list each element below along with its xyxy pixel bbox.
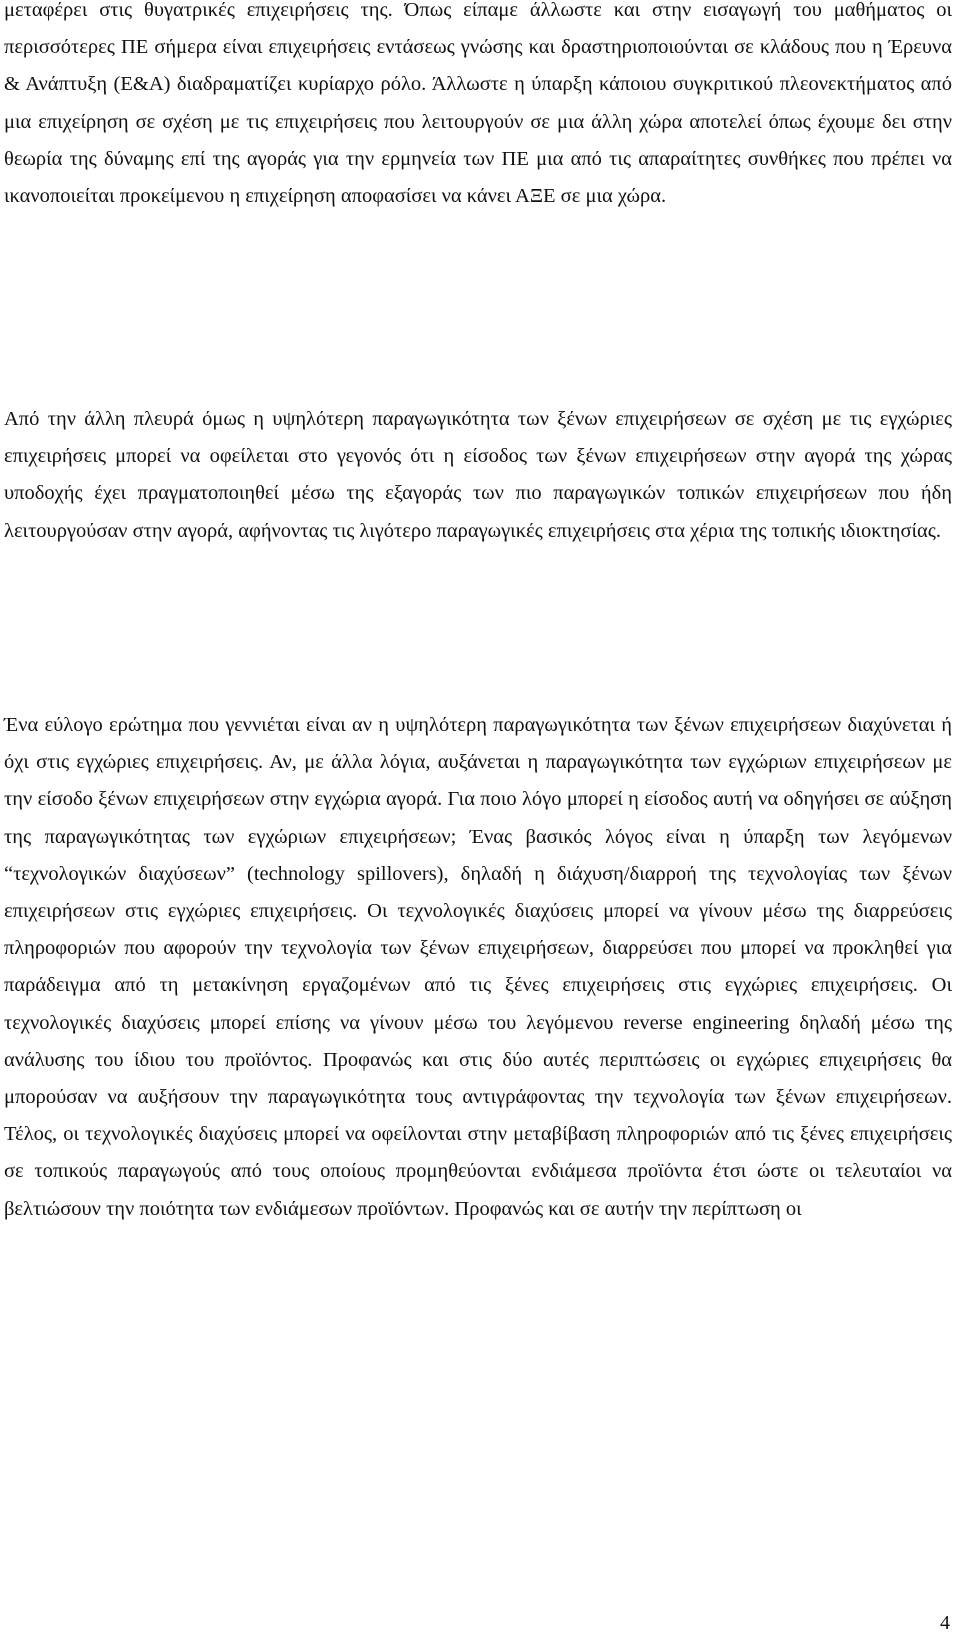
page-number: 4 — [940, 1612, 950, 1634]
body-paragraph-3: Ένα εύλογο ερώτημα που γεννιέται είναι αν η υψηλότερη παραγωγικότητα των ξένων επιχειρήσεων διαχύνεται ή όχι στις εγχώριες επιχειρήσεις. Αν, με άλλα λόγια, αυξάνεται η παραγωγικότητα των εγχώριων επιχειρήσεων με την είσοδο ξένων επιχειρήσεων στην εγχώρια αγορά. Για ποιο λόγο μπορεί η είσοδος αυτή να οδηγήσει σε αύξηση της παραγωγικότητας των εγχώριων επιχειρήσεων; Ένας βασικός λόγος είναι η ύπαρξη των λεγόμενων “τεχνολογικών διαχύσεων” (technology spillovers), δηλαδή η διάχυση/διαρροή της τεχνολογίας των ξένων επιχειρήσεων στις εγχώριες επιχειρήσεις. Οι τεχνολογικές διαχύσεις μπορεί να γίνουν μέσω της διαρρεύσεις πληροφοριών που αφορούν την τεχνολογία των ξένων επιχειρήσεων, διαρρεύσει που μπορεί να προκληθεί για παράδειγμα από τη μετακίνηση εργαζομένων από τις ξένες επιχειρήσεις στις εγχώριες επιχειρήσεις. Οι τεχνολογικές διαχύσεις μπορεί επίσης να γίνουν μέσω του λεγόμενου reverse engineering δηλαδή μέσω της ανάλυσης του ίδιου του προϊόντος. Προφανώς και στις δύο αυτές περιπτώσεις οι εγχώριες επιχειρήσεις θα μπορούσαν να αυξήσουν την παραγωγικότητα τους αντιγράφοντας την τεχνολογία των ξένων επιχειρήσεων. Τέλος, οι τεχνολογικές διαχύσεις μπορεί να οφείλονται στην μεταβίβαση πληροφοριών από τις ξένες επιχειρήσεις σε τοπικούς παραγωγούς από τους οποίους προμηθεύονται ενδιάμεσα προϊόντα έτσι ώστε οι τελευταίοι να βελτιώσουν την ποιότητα των ενδιάμεσων προϊόντων. Προφανώς και σε αυτήν την περίπτωση οι — [4, 714, 952, 1220]
body-paragraph-1: μεταφέρει στις θυγατρικές επιχειρήσεις της. Όπως είπαμε άλλωστε και στην εισαγωγή του μαθήματος οι περισσότερες ΠΕ σήμερα είναι επιχειρήσεις εντάσεως γνώσης και δραστηριοποιούνται σε κλάδους που η Έρευνα & Ανάπτυξη (Ε&Α) διαδραματίζει κυρίαρχο ρόλο. Άλλωστε η ύπαρξη κάποιου συγκριτικού πλεονεκτήματος από μια επιχείρηση σε σχέση με τις επιχειρήσεις που λειτουργούν σε μια άλλη χώρα αποτελεί όπως έχουμε δει στην θεωρία της δύναμης επί της αγοράς για την ερμηνεία των ΠΕ μια από τις απαραίτητες συνθήκες που πρέπει να ικανοποιείται προκείμενου η επιχείρηση αποφασίσει να κάνει ΑΞΕ σε μια χώρα. — [4, 0, 952, 208]
body-paragraph-2: Από την άλλη πλευρά όμως η υψηλότερη παραγωγικότητα των ξένων επιχειρήσεων σε σχέση με τις εγχώριες επιχειρήσεις μπορεί να οφείλεται στο γεγονός ότι η είσοδος των ξένων επιχειρήσεων στην αγορά της χώρας υποδοχής έχει πραγματοποιηθεί μέσω της εξαγοράς των πιο παραγωγικών τοπικών επιχειρήσεων που ήδη λειτουργούσαν στην αγορά, αφήνοντας τις λιγότερο παραγωγικές επιχειρήσεις στα χέρια της τοπικής ιδιοκτησίας. — [4, 408, 952, 542]
